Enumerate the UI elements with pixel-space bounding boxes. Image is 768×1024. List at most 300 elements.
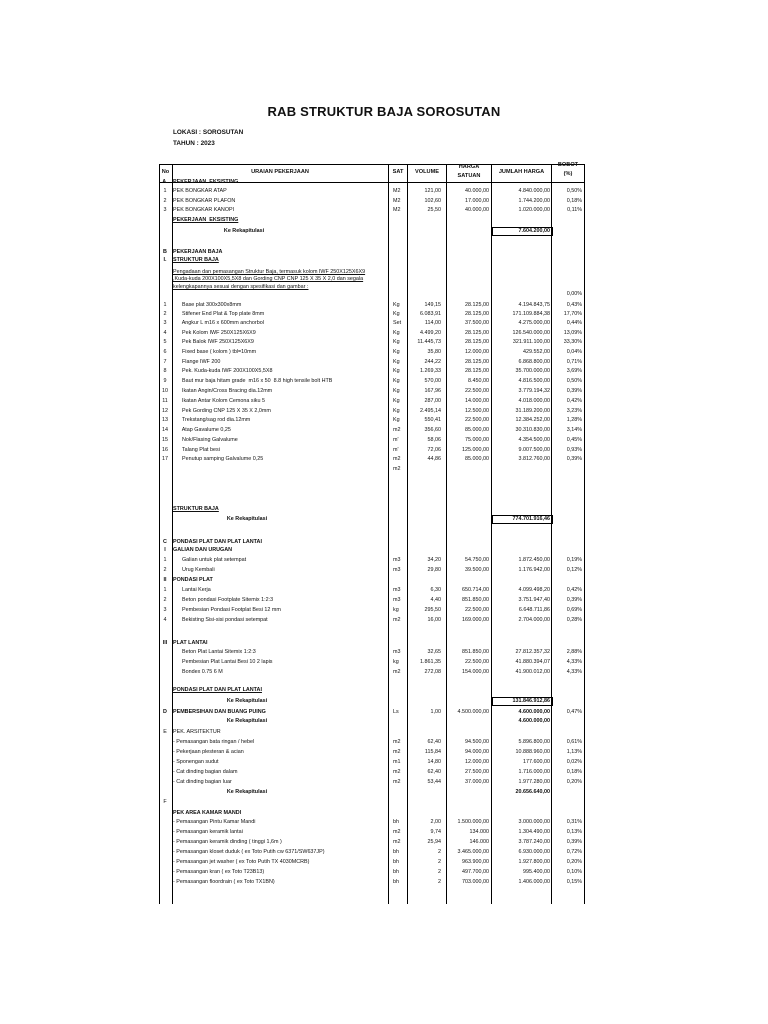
row-total: 4.600.000,00 bbox=[518, 709, 550, 715]
row-unit: Set bbox=[393, 320, 402, 326]
row-volume: 167,96 bbox=[424, 388, 441, 394]
row-unit: Kg bbox=[393, 339, 400, 345]
row-weight: 0,18% bbox=[566, 198, 582, 204]
row-weight: 0,18% bbox=[566, 769, 582, 775]
row-weight: 0,11% bbox=[567, 207, 582, 213]
row-weight: 0,15% bbox=[566, 879, 582, 885]
row-volume: 44,86 bbox=[427, 456, 441, 462]
row-unit: kg bbox=[393, 659, 399, 665]
row-weight: 1,28% bbox=[566, 417, 582, 423]
row-weight: 0,31% bbox=[566, 819, 582, 825]
row-weight: 0,69% bbox=[566, 607, 582, 613]
row-total: 3.751.947,40 bbox=[518, 597, 550, 603]
row-unit: m2 bbox=[393, 769, 401, 775]
header-sat: SAT bbox=[392, 169, 404, 175]
row-volume: 2 bbox=[438, 849, 441, 855]
row-total: 4.194.843,75 bbox=[518, 302, 550, 308]
row-description: - Pemasangan jet washer ( ex Toto Putih TX 4030MCRB) bbox=[173, 859, 310, 865]
row-weight: 0,42% bbox=[566, 587, 582, 593]
row-description: Bondex 0.75 6 M bbox=[173, 669, 223, 675]
row-unit-price: 14.000,00 bbox=[465, 398, 489, 404]
row-total: 3.787.240,00 bbox=[518, 839, 550, 845]
row-description: - Sponengan sudut bbox=[173, 759, 219, 765]
row-total: 4.840.000,00 bbox=[518, 188, 550, 194]
row-unit: Kg bbox=[393, 359, 400, 365]
row-no: 2 bbox=[163, 567, 167, 573]
row-total: 4.600.000,00 bbox=[518, 718, 550, 724]
row-total: 1.927.800,00 bbox=[518, 859, 550, 865]
row-unit-price: 75.000,00 bbox=[465, 437, 489, 443]
row-volume: 570,00 bbox=[424, 378, 441, 384]
row-volume: 32,65 bbox=[427, 649, 441, 655]
row-unit: Kg bbox=[393, 349, 400, 355]
row-no: 1 bbox=[163, 587, 167, 593]
row-total: 41.900.012,00 bbox=[515, 669, 550, 675]
row-volume: 25,50 bbox=[427, 207, 441, 213]
row-no: F bbox=[163, 799, 167, 805]
row-unit: m3 bbox=[393, 597, 401, 603]
row-total: 9.007.500,00 bbox=[518, 447, 550, 453]
row-unit: m3 bbox=[393, 649, 401, 655]
row-volume: 4,40 bbox=[430, 597, 441, 603]
row-description: Galian untuk plat setempat bbox=[173, 557, 247, 563]
row-unit: Kg bbox=[393, 398, 400, 404]
row-weight: 0,61% bbox=[566, 739, 582, 745]
row-weight: 3,69% bbox=[566, 368, 582, 374]
row-no: II bbox=[163, 577, 167, 583]
header-bobot: BOBOT bbox=[557, 162, 579, 168]
row-no: 3 bbox=[163, 607, 167, 613]
row-description: Baut mur baja hitam grade m16 x 50 8.8 high tensile bolt HTB bbox=[173, 378, 333, 384]
row-description: Flange IWF 200 bbox=[173, 359, 221, 365]
row-unit-price: 169.000,00 bbox=[462, 617, 489, 623]
row-description: PONDASI PLAT bbox=[173, 577, 213, 583]
row-volume: 16,00 bbox=[427, 617, 441, 623]
row-unit: Kg bbox=[393, 368, 400, 374]
row-volume: 34,20 bbox=[427, 557, 441, 563]
row-description: Fixed base ( kolom ) tbl=10mm bbox=[173, 349, 257, 355]
row-unit: kg bbox=[393, 607, 399, 613]
row-volume: 62,40 bbox=[427, 739, 441, 745]
row-weight: 4,33% bbox=[566, 669, 582, 675]
row-no: 17 bbox=[162, 456, 168, 462]
row-unit-price: 22.500,00 bbox=[465, 417, 489, 423]
row-total: 126.540.000,00 bbox=[512, 330, 550, 336]
row-unit: M2 bbox=[393, 188, 401, 194]
row-description: Beton Plat Lantai Sitemix 1:2:3 bbox=[173, 649, 256, 655]
row-unit-price: 54.750,00 bbox=[465, 557, 489, 563]
row-description: - Pemasangan keramik dinding ( tinggi 1,6m ) bbox=[173, 839, 282, 845]
row-weight: 3,23% bbox=[566, 408, 582, 414]
row-description: Ke Rekapitulasi bbox=[173, 718, 268, 724]
row-description: - Pemasangan bata ringan / hebel bbox=[173, 739, 255, 745]
row-unit-price: 963.900,00 bbox=[462, 859, 489, 865]
row-unit: bh bbox=[393, 859, 399, 865]
header-bobot-pct: (%) bbox=[563, 171, 573, 177]
row-description: Penutup samping Galvalume 0,25 bbox=[173, 456, 264, 462]
row-weight: 0,43% bbox=[566, 302, 582, 308]
row-no: 8 bbox=[163, 368, 167, 374]
row-unit: Kg bbox=[393, 408, 400, 414]
row-unit: m3 bbox=[393, 557, 401, 563]
row-description: - Cat dinding bagian dalam bbox=[173, 769, 238, 775]
row-no: I bbox=[164, 547, 166, 553]
row-no: C bbox=[163, 539, 167, 545]
row-weight: 0,50% bbox=[566, 188, 582, 194]
row-no: 15 bbox=[162, 437, 168, 443]
row-weight: 0,19% bbox=[566, 557, 582, 563]
row-volume: 102,60 bbox=[424, 198, 441, 204]
row-unit: m3 bbox=[393, 567, 401, 573]
row-unit-price: 8.450,00 bbox=[468, 378, 489, 384]
row-total: 2.704.000,00 bbox=[518, 617, 550, 623]
row-weight: 0,39% bbox=[566, 388, 582, 394]
row-total: 4.275.000,00 bbox=[518, 320, 550, 326]
row-description: PEKERJAAN EKSISTING bbox=[173, 217, 239, 223]
row-volume: 72,06 bbox=[427, 447, 441, 453]
row-no: 2 bbox=[163, 311, 167, 317]
row-unit-price: 85.000,00 bbox=[465, 427, 489, 433]
row-description: Urug Kembali bbox=[173, 567, 215, 573]
row-weight: 0,13% bbox=[566, 829, 582, 835]
row-description: Stifener End Plat & Top plate 8mm bbox=[173, 311, 265, 317]
row-unit: m2 bbox=[393, 669, 401, 675]
row-description: - Pemasangan keramik lantai bbox=[173, 829, 243, 835]
row-volume: 121,00 bbox=[424, 188, 441, 194]
row-no: 11 bbox=[162, 398, 168, 404]
row-total: 1.406.000,00 bbox=[518, 879, 550, 885]
row-unit-price: 27.500,00 bbox=[465, 769, 489, 775]
row-weight: 0,93% bbox=[566, 447, 582, 453]
row-description: Pek Kolom IWF 250X125X6X9 bbox=[173, 330, 256, 336]
row-volume: 2,00 bbox=[430, 819, 441, 825]
row-unit-price: 37.500,00 bbox=[465, 320, 489, 326]
row-description: Ikatan Antar Kolom Cemona siku 5 bbox=[173, 398, 265, 404]
row-unit-price: 28.125,00 bbox=[465, 339, 489, 345]
row-total: 1.977.280,00 bbox=[518, 779, 550, 785]
row-unit-price: 39.500,00 bbox=[465, 567, 489, 573]
rab-table bbox=[159, 164, 584, 904]
row-unit-price: 12.500,00 bbox=[465, 408, 489, 414]
row-no: 12 bbox=[162, 408, 168, 414]
row-unit-price: 28.125,00 bbox=[465, 311, 489, 317]
row-volume: 6.083,91 bbox=[420, 311, 441, 317]
row-volume: 9,74 bbox=[430, 829, 441, 835]
location-label: LOKASI : SOROSUTAN bbox=[173, 129, 244, 136]
row-unit: m1 bbox=[393, 759, 401, 765]
row-weight: 0,71% bbox=[566, 359, 582, 365]
row-weight: 4,33% bbox=[566, 659, 582, 665]
row-total: 1.872.450,00 bbox=[518, 557, 550, 563]
row-volume: 58,06 bbox=[427, 437, 441, 443]
row-weight: 0,44% bbox=[566, 320, 582, 326]
row-unit-price: 650.714,00 bbox=[462, 587, 489, 593]
row-no: 1 bbox=[163, 302, 167, 308]
row-total: 10.888.960,00 bbox=[515, 749, 550, 755]
row-no: 14 bbox=[162, 427, 168, 433]
row-description: Nok/Flasing Galvalume bbox=[173, 437, 238, 443]
row-description: Pek Gording CNP 125 X 35 X 2,0mm bbox=[173, 408, 271, 414]
row-weight: 0,72% bbox=[566, 849, 582, 855]
row-unit: bh bbox=[393, 849, 399, 855]
row-no: B bbox=[163, 249, 167, 255]
row-description: PEKERJAAN EKSISTING bbox=[173, 179, 239, 185]
row-no: 10 bbox=[162, 388, 168, 394]
row-total: 5.896.800,00 bbox=[518, 739, 550, 745]
row-no: III bbox=[162, 640, 168, 646]
row-unit: m2 bbox=[393, 617, 401, 623]
row-weight: 0,00% bbox=[566, 291, 582, 297]
row-total: 7.604.200,00 bbox=[518, 228, 550, 234]
row-volume: 25,94 bbox=[427, 839, 441, 845]
row-volume: 149,15 bbox=[424, 302, 441, 308]
row-no: 2 bbox=[163, 597, 167, 603]
row-unit-price: 154.000,00 bbox=[462, 669, 489, 675]
row-no: E bbox=[163, 729, 167, 735]
row-no: 4 bbox=[163, 617, 167, 623]
row-description: - Cat dinding bagian luar bbox=[173, 779, 232, 785]
row-description: Base plat 300x300x8mm bbox=[173, 302, 242, 308]
row-total: 30.310.830,00 bbox=[515, 427, 550, 433]
row-unit: Kg bbox=[393, 311, 400, 317]
row-total: 995.400,00 bbox=[523, 869, 550, 875]
header-satuan: SATUAN bbox=[457, 173, 481, 179]
row-total: 774.701.916,46 bbox=[512, 516, 550, 522]
row-unit-price: 12.000,00 bbox=[465, 759, 489, 765]
row-total: 1.176.942,00 bbox=[518, 567, 550, 573]
row-weight: 0,39% bbox=[566, 456, 582, 462]
row-volume: 1.861,35 bbox=[420, 659, 441, 665]
row-weight: 0,39% bbox=[566, 839, 582, 845]
row-no: 3 bbox=[163, 207, 167, 213]
header-uraian: URAIAN PEKERJAAN bbox=[251, 169, 309, 175]
row-volume: 287,00 bbox=[424, 398, 441, 404]
row-description: Ke Rekapitulasi bbox=[173, 516, 268, 522]
row-total: 6.648.711,86 bbox=[518, 607, 550, 613]
row-total: 429.552,00 bbox=[523, 349, 550, 355]
row-no: 2 bbox=[163, 198, 167, 204]
row-weight: 0,50% bbox=[566, 378, 582, 384]
row-total: 3.812.760,00 bbox=[518, 456, 550, 462]
row-volume: 2.495,14 bbox=[420, 408, 441, 414]
row-unit: m' bbox=[393, 437, 399, 443]
row-total: 171.109.884,38 bbox=[512, 311, 550, 317]
row-no: D bbox=[163, 709, 167, 715]
row-weight: 2,88% bbox=[566, 649, 582, 655]
row-unit-price: 94.500,00 bbox=[465, 739, 489, 745]
row-description: - Pekerjaan plesteran & acian bbox=[173, 749, 244, 755]
row-total: 6.930.000,00 bbox=[518, 849, 550, 855]
row-unit: m3 bbox=[393, 587, 401, 593]
row-total: 31.189.200,00 bbox=[515, 408, 550, 414]
row-volume: 4.499,20 bbox=[420, 330, 441, 336]
row-description: PONDASI PLAT DAN PLAT LANTAI bbox=[173, 539, 262, 545]
row-unit-price: 851.850,00 bbox=[462, 649, 489, 655]
header-harga: HARGA bbox=[458, 164, 480, 170]
row-description: Ikatan Angin/Cross Bracing dia.12mm bbox=[173, 388, 273, 394]
row-volume: 272,08 bbox=[424, 669, 441, 675]
row-description: Angkur L m16 x 600mm anchorbol bbox=[173, 320, 264, 326]
row-no: 7 bbox=[163, 359, 167, 365]
row-unit: M2 bbox=[393, 198, 401, 204]
row-unit: Kg bbox=[393, 417, 400, 423]
row-total: 4.018.000,00 bbox=[518, 398, 550, 404]
row-volume: 62,40 bbox=[427, 769, 441, 775]
row-unit: m2 bbox=[393, 829, 401, 835]
row-unit-price: 28.125,00 bbox=[465, 330, 489, 336]
row-volume: 11.445,73 bbox=[417, 339, 441, 345]
row-unit-price: 703.000,00 bbox=[462, 879, 489, 885]
row-no: 16 bbox=[162, 447, 168, 453]
row-total: 3.779.194,32 bbox=[518, 388, 550, 394]
row-description: PONDASI PLAT DAN PLAT LANTAI bbox=[173, 687, 262, 693]
row-description: PEK BONGKAR KANOPI bbox=[173, 207, 235, 213]
row-volume: 2 bbox=[438, 859, 441, 865]
row-unit-price: 17.000,00 bbox=[465, 198, 489, 204]
row-description: GALIAN DAN URUGAN bbox=[173, 547, 232, 553]
row-unit-price: 85.000,00 bbox=[465, 456, 489, 462]
row-no: 9 bbox=[163, 378, 167, 384]
row-no: 3 bbox=[163, 320, 167, 326]
row-total: 3.000.000,00 bbox=[518, 819, 550, 825]
row-total: 1.744.200,00 bbox=[518, 198, 550, 204]
row-weight: 0,42% bbox=[566, 398, 582, 404]
row-unit: m' bbox=[393, 447, 399, 453]
row-description: Beton pondasi Footplate Sitemix 1:2:3 bbox=[173, 597, 274, 603]
row-unit-price: 851.850,00 bbox=[462, 597, 489, 603]
row-description: Pek. Kuda-kuda IWF 200X100X5,5X8 bbox=[173, 368, 273, 374]
row-weight: 0,39% bbox=[566, 597, 582, 603]
row-weight: 3,14% bbox=[566, 427, 582, 433]
row-description: PEK BONGKAR PLAFON bbox=[173, 198, 236, 204]
row-unit-price: 146.000 bbox=[469, 839, 489, 845]
row-description: Talang Plat besi bbox=[173, 447, 220, 453]
row-volume: 356,60 bbox=[424, 427, 441, 433]
row-unit: m2 bbox=[393, 739, 401, 745]
row-description: Bekisting Sisi-sisi pondasi setempat bbox=[173, 617, 268, 623]
row-unit-price: 28.125,00 bbox=[465, 359, 489, 365]
row-total: 6.868.800,00 bbox=[518, 359, 550, 365]
row-volume: 244,22 bbox=[424, 359, 441, 365]
row-description: - Pemasangan kran ( ex Toto T23B13) bbox=[173, 869, 265, 875]
row-unit: m2 bbox=[393, 466, 401, 472]
row-unit-price: 94.000,00 bbox=[465, 749, 489, 755]
row-volume: 1.269,33 bbox=[420, 368, 441, 374]
row-total: 321.911.100,00 bbox=[512, 339, 550, 345]
row-weight: 0,12% bbox=[566, 567, 582, 573]
row-total: 4.816.500,00 bbox=[518, 378, 550, 384]
row-description: PEK AREA KAMAR MANDI bbox=[173, 810, 242, 816]
row-description: PEK. ARSITEKTUR bbox=[173, 729, 221, 735]
row-description: Pembesian Pondasi Footplat Besi 12 mm bbox=[173, 607, 281, 613]
row-total: 177.600,00 bbox=[523, 759, 550, 765]
row-weight: 0,28% bbox=[566, 617, 582, 623]
row-unit-price: 40.000,00 bbox=[465, 207, 489, 213]
header-no: No bbox=[161, 169, 170, 175]
row-description: Pek Balok IWF 250X125X6X9 bbox=[173, 339, 254, 345]
row-weight: 0,45% bbox=[566, 437, 582, 443]
row-description: Ke Rekapitulasi bbox=[173, 698, 268, 704]
row-unit-price: 37.000,00 bbox=[465, 779, 489, 785]
row-volume: 295,50 bbox=[424, 607, 441, 613]
document-title: RAB STRUKTUR BAJA SOROSUTAN bbox=[267, 104, 501, 119]
row-description: - Pemasangan kloset duduk ( ex Toto Putih cw 6371/SW637JP) bbox=[173, 849, 325, 855]
row-weight: 0,04% bbox=[566, 349, 582, 355]
row-unit-price: 125.000,00 bbox=[462, 447, 489, 453]
header-volume: VOLUME bbox=[415, 169, 439, 175]
row-total: 35.700.000,00 bbox=[515, 368, 550, 374]
row-total: 4.099.498,20 bbox=[518, 587, 550, 593]
row-description: PEKERJAAN BAJA bbox=[173, 249, 223, 255]
row-weight: 1,13% bbox=[566, 749, 582, 755]
row-unit: Kg bbox=[393, 302, 400, 308]
steel-structure-description: Pengadaan dan pemasangan Struktur Baja, termasuk kolom IWF 250X125X6X9 ,Kuda-kuda 200X100X5,5X8 dan Gording CNP CNP 125 X 35 X 2,0 dan segala kelengkapannya sesuai dengan spesifikasi dan gambar : bbox=[173, 269, 366, 290]
row-total: 27.812.357,32 bbox=[515, 649, 550, 655]
row-no: 1 bbox=[163, 188, 167, 194]
row-no: 4 bbox=[163, 330, 167, 336]
row-weight: 13,09% bbox=[563, 330, 582, 336]
row-volume: 2 bbox=[438, 879, 441, 885]
row-description: PLAT LANTAI bbox=[173, 640, 208, 646]
row-total: 131.846.912,86 bbox=[512, 698, 550, 704]
row-unit: Kg bbox=[393, 330, 400, 336]
row-weight: 0,20% bbox=[566, 779, 582, 785]
row-volume: 115,84 bbox=[424, 749, 441, 755]
row-total: 1.716.000,00 bbox=[518, 769, 550, 775]
row-unit: m2 bbox=[393, 427, 401, 433]
row-unit: M2 bbox=[393, 207, 401, 213]
row-weight: 0,20% bbox=[566, 859, 582, 865]
row-description: Atap Gavalume 0,25 bbox=[173, 427, 231, 433]
row-no: 6 bbox=[163, 349, 167, 355]
row-no: 5 bbox=[163, 339, 167, 345]
row-description: PEMBERSIHAN DAN BUANG PUING bbox=[173, 709, 266, 715]
row-unit-price: 3.465.000,00 bbox=[457, 849, 489, 855]
row-weight: 0,10% bbox=[566, 869, 582, 875]
row-description: STRUKTUR BAJA bbox=[173, 506, 219, 512]
row-unit: m2 bbox=[393, 839, 401, 845]
row-unit: m2 bbox=[393, 456, 401, 462]
row-unit: bh bbox=[393, 869, 399, 875]
row-unit-price: 28.125,00 bbox=[465, 302, 489, 308]
row-volume: 2 bbox=[438, 869, 441, 875]
row-weight: 0,47% bbox=[566, 709, 582, 715]
row-weight: 33,30% bbox=[563, 339, 582, 345]
row-volume: 29,80 bbox=[427, 567, 441, 573]
row-unit: bh bbox=[393, 879, 399, 885]
row-unit: Kg bbox=[393, 378, 400, 384]
row-weight: 17,70% bbox=[563, 311, 582, 317]
row-no: 1 bbox=[163, 557, 167, 563]
row-description: Trekstang/sag rod dia.12mm bbox=[173, 417, 251, 423]
row-unit: Ls bbox=[393, 709, 399, 715]
row-unit: m2 bbox=[393, 749, 401, 755]
row-unit-price: 1.500.000,00 bbox=[457, 819, 489, 825]
row-total: 12.384.252,00 bbox=[515, 417, 550, 423]
row-total: 4.354.500,00 bbox=[518, 437, 550, 443]
row-description: PEK BONGKAR ATAP bbox=[173, 188, 227, 194]
row-total: 20.656.640,00 bbox=[515, 789, 550, 795]
row-volume: 114,00 bbox=[424, 320, 441, 326]
row-unit-price: 22.500,00 bbox=[465, 607, 489, 613]
row-description: - Pemasangan Pintu Kamar Mandi bbox=[173, 819, 256, 825]
row-description: Lantai Kerja bbox=[173, 587, 211, 593]
row-volume: 1,00 bbox=[430, 709, 441, 715]
row-no: I. bbox=[163, 257, 167, 263]
row-description: STRUKTUR BAJA bbox=[173, 257, 219, 263]
row-unit-price: 4.500.000,00 bbox=[457, 709, 489, 715]
row-volume: 550,41 bbox=[424, 417, 441, 423]
